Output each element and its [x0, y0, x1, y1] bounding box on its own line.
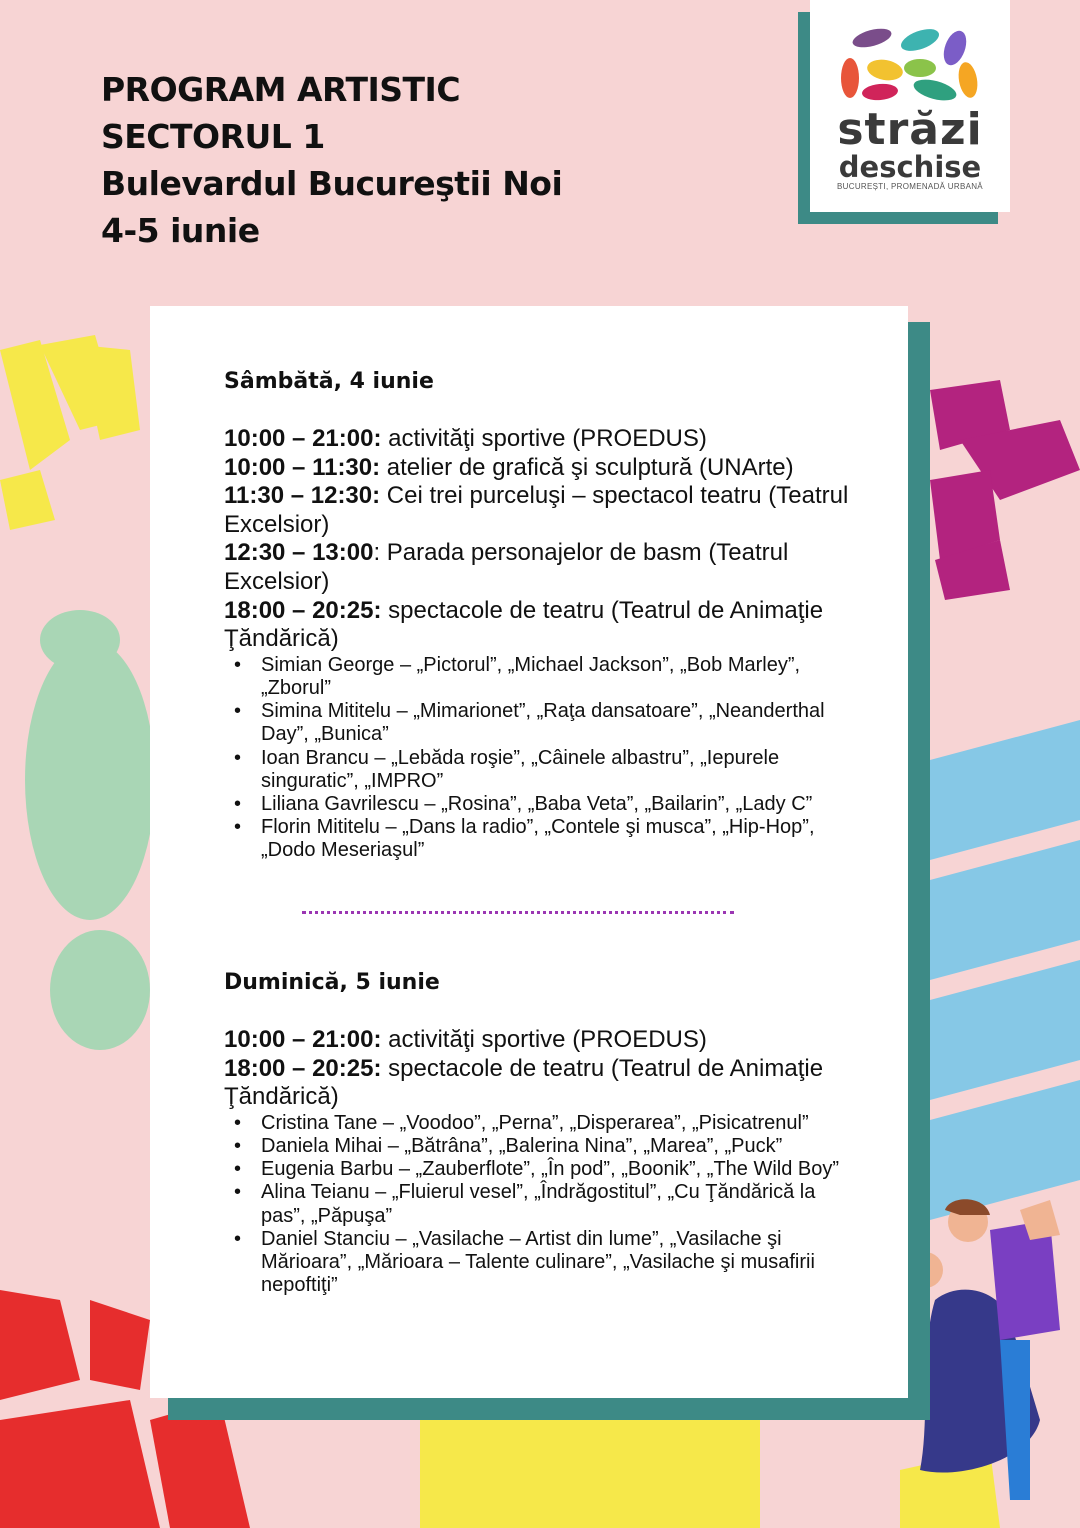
list-item: • Cristina Tane – „Voodoo”, „Perna”, „Disperarea”, „Pisicatrenul”: [224, 1112, 861, 1135]
logo-brand-top: străzi: [837, 104, 983, 155]
schedule-item: [224, 454, 874, 483]
header-dates: 4-5 iunie: [101, 211, 260, 250]
yellow-pattern-bottom: [420, 1420, 1000, 1528]
schedule-time: 10:00 – 21:00:: [224, 1026, 382, 1053]
list-item: • Daniela Mihai – „Bătrâna”, „Balerina Nina”, „Marea”, „Puck”: [224, 1135, 861, 1158]
schedule-time: 10:00 – 21:00:: [224, 425, 382, 452]
logo-tagline: BUCUREȘTI, PROMENADĂ URBANĂ: [837, 182, 983, 191]
schedule-item: [224, 425, 874, 454]
list-item: • Daniel Stanciu – „Vasilache – Artist din lume”, „Vasilache şi Mărioara”, „Mărioara – Talente culinare”, „Vasilache şi musafirii nepoftiţi”: [224, 1228, 861, 1298]
header-sector: SECTORUL 1: [101, 117, 325, 156]
list-item: • Simian George – „Pictorul”, „Michael Jackson”, „Bob Marley”, „Zborul”: [224, 654, 861, 700]
schedule-text: Cei trei purceluşi – spectacol teatru (Teatrul Excelsior): [224, 482, 849, 538]
schedule-time: 10:00 – 11:30:: [224, 453, 381, 481]
schedule-item: [224, 1055, 874, 1112]
schedule-time: 18:00 – 20:25:: [224, 1054, 382, 1082]
list-item: • Simina Mititelu – „Mimarionet”, „Raţa dansatoare”, „Neanderthal Day”, „Bunica”: [224, 700, 861, 746]
sunday-shows-list: [224, 1112, 874, 1298]
schedule-item: [224, 1026, 874, 1055]
saturday-schedule: [224, 425, 874, 863]
yellow-pattern-top-left: [0, 335, 140, 530]
strazi-deschise-logo: [810, 0, 1010, 212]
section-divider: [302, 911, 734, 914]
sunday-heading: Duminică, 5 iunie: [224, 970, 440, 995]
list-item: • Alina Teianu – „Fluierul vesel”, „Îndrăgostitul”, „Cu Ţăndărică la pas”, „Păpuşa”: [224, 1181, 861, 1227]
schedule-text: : Parada personajelor de basm (Teatrul Excelsior): [224, 539, 789, 595]
magenta-pattern-right: [930, 380, 1080, 600]
schedule-item: [224, 597, 874, 654]
schedule-time: 18:00 – 20:25:: [224, 596, 382, 624]
schedule-text: spectacole de teatru (Teatrul de Animaţie Ţăndărică): [224, 596, 824, 653]
schedule-time: 11:30 – 12:30:: [224, 482, 381, 510]
logo-footprints-icon: [810, 0, 1010, 110]
saturday-shows-list: [224, 654, 874, 863]
logo-brand-bottom: deschise: [838, 150, 982, 184]
schedule-item: [224, 539, 874, 596]
sunday-schedule: [224, 1026, 874, 1297]
page-header: [101, 66, 562, 254]
saturday-heading: Sâmbătă, 4 iunie: [224, 369, 434, 394]
schedule-time: 12:30 – 13:00: [224, 539, 374, 567]
schedule-text: activităţi sportive (PROEDUS): [381, 425, 707, 452]
schedule-text: spectacole de teatru (Teatrul de Animaţie Ţăndărică): [224, 1054, 824, 1111]
schedule-text: activităţi sportive (PROEDUS): [381, 1026, 707, 1053]
schedule-text: atelier de grafică şi sculptură (UNArte): [380, 453, 794, 481]
list-item: • Eugenia Barbu – „Zauberflote”, „În pod”, „Boonik”, „The Wild Boy”: [224, 1158, 861, 1181]
list-item: • Florin Mititelu – „Dans la radio”, „Contele şi musca”, „Hip-Hop”, „Dodo Meseriaşul”: [224, 816, 861, 862]
list-item: • Ioan Brancu – „Lebăda roşie”, „Câinele albastru”, „Iepurele singuratic”, „IMPRO”: [224, 747, 861, 793]
blue-pattern-right: [930, 720, 1080, 1220]
header-location: Bulevardul Bucureştii Noi: [101, 164, 563, 203]
schedule-item: [224, 482, 874, 539]
list-item: • Liliana Gavrilescu – „Rosina”, „Baba Veta”, „Bailarin”, „Lady C”: [224, 793, 861, 816]
green-pattern-left: [25, 610, 155, 1050]
header-title: PROGRAM ARTISTIC: [101, 70, 461, 109]
